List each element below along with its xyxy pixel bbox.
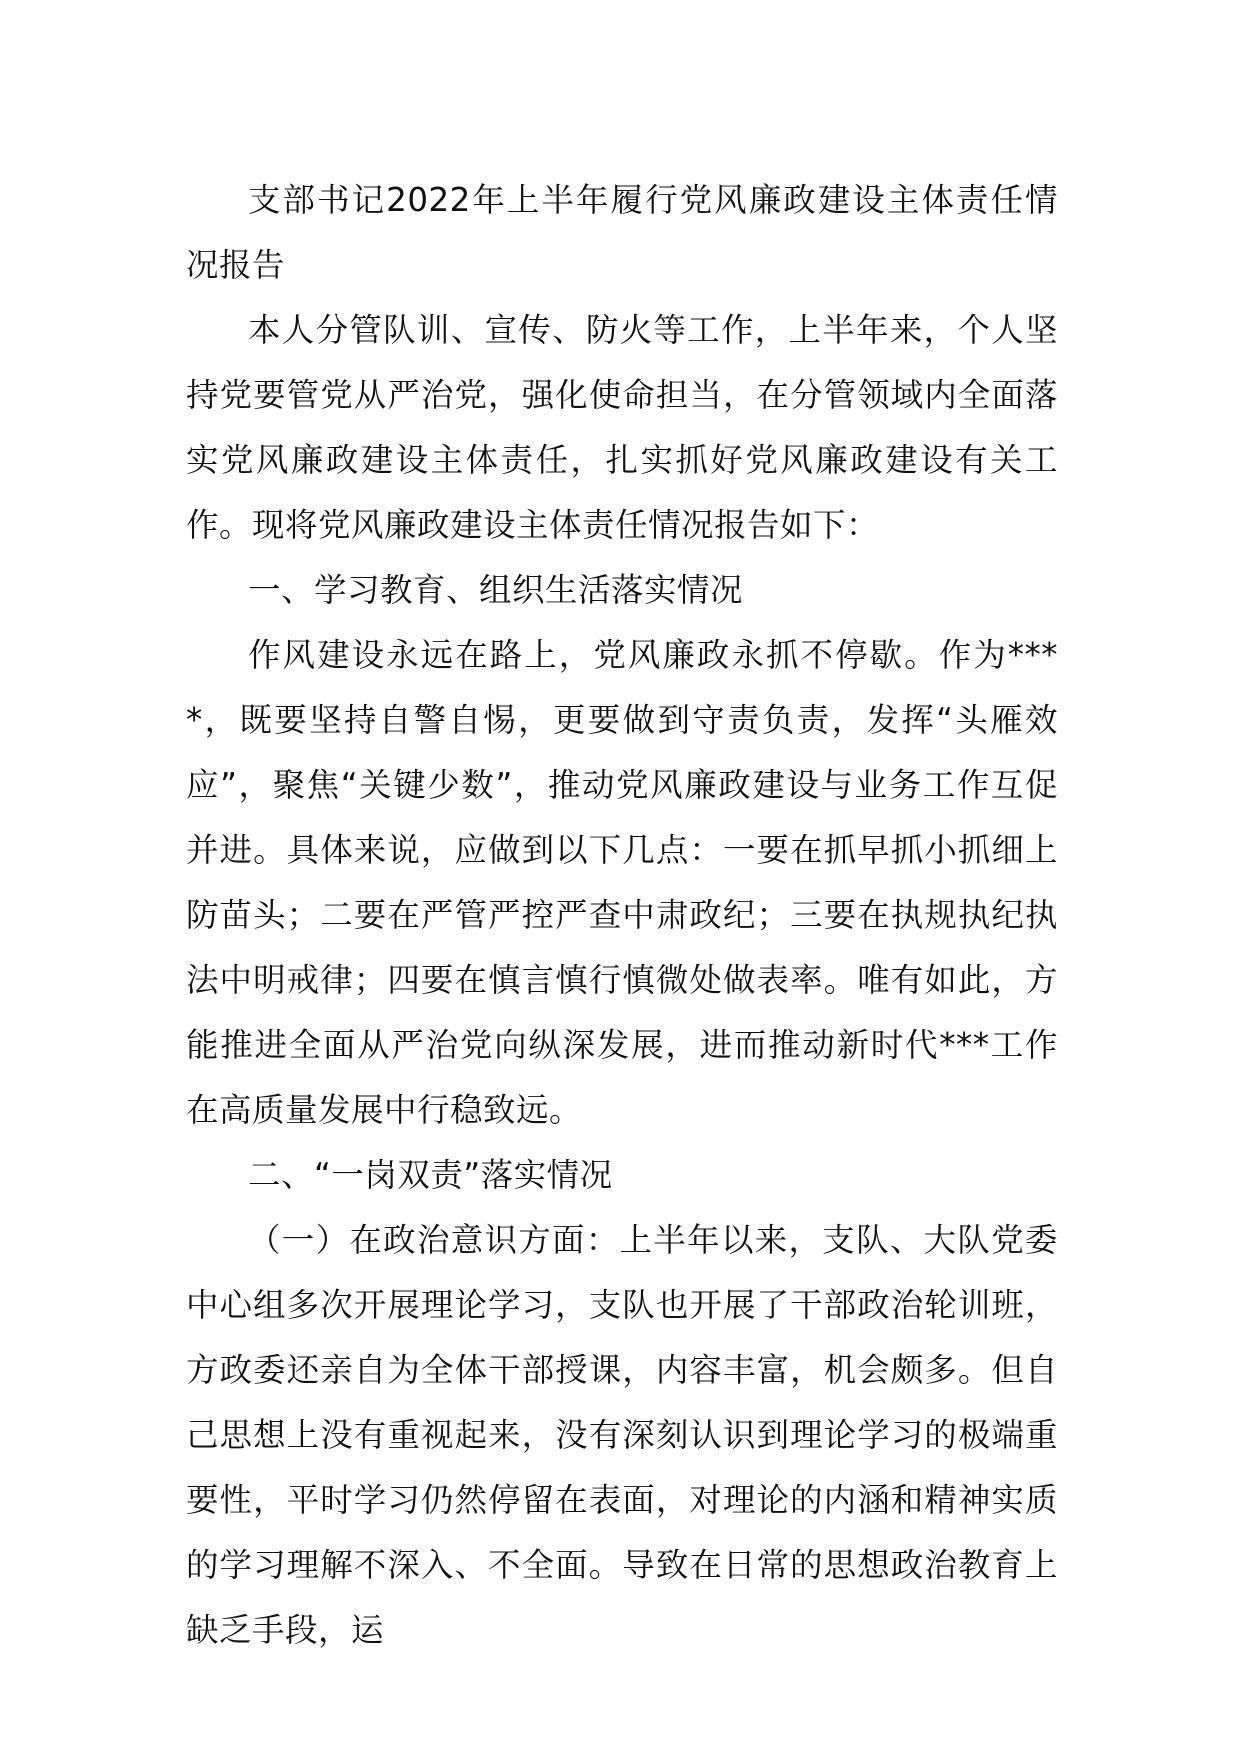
document-body	[186, 168, 1058, 1663]
paragraph-section-1: 作风建设永远在路上，党风廉政永抓不停歇。作为****，既要坚持自警自惕，更要做到守责负责，发挥“头雁效应”，聚焦“关键少数”，推动党风廉政建设与业务工作互促并进。具体来说，应做到以下几点：一要在抓早抓小抓细上防苗头；二要在严管严控严查中肃政纪；三要在执规执纪执法中明戒律；四要在慎言慎行慎微处做表率。唯有如此，方能推进全面从严治党向纵深发展，进而推动新时代***工作在高质量发展中行稳致远。	[186, 636, 1058, 1129]
section-heading-1: 一、学习教育、组织生活落实情况	[248, 571, 744, 609]
section-heading-2: 二、“一岗双责”落实情况	[248, 1156, 613, 1194]
document-title: 支部书记2022年上半年履行党风廉政建设主体责任情况报告	[186, 181, 1058, 284]
paragraph-section-2: （一）在政治意识方面：上半年以来，支队、大队党委中心组多次开展理论学习，支队也开展了干部政治轮训班，方政委还亲自为全体干部授课，内容丰富，机会颇多。但自己思想上没有重视起来，没有深刻认识到理论学习的极端重要性，平时学习仍然停留在表面，对理论的内涵和精神实质的学习理解不深入、不全面。导致在日常的思想政治教育上缺乏手段，运	[186, 1221, 1058, 1649]
paragraph-intro: 本人分管队训、宣传、防火等工作，上半年来，个人坚持党要管党从严治党，强化使命担当，在分管领域内全面落实党风廉政建设主体责任，扎实抓好党风廉政建设有关工作。现将党风廉政建设主体责任情况报告如下：	[186, 311, 1058, 544]
